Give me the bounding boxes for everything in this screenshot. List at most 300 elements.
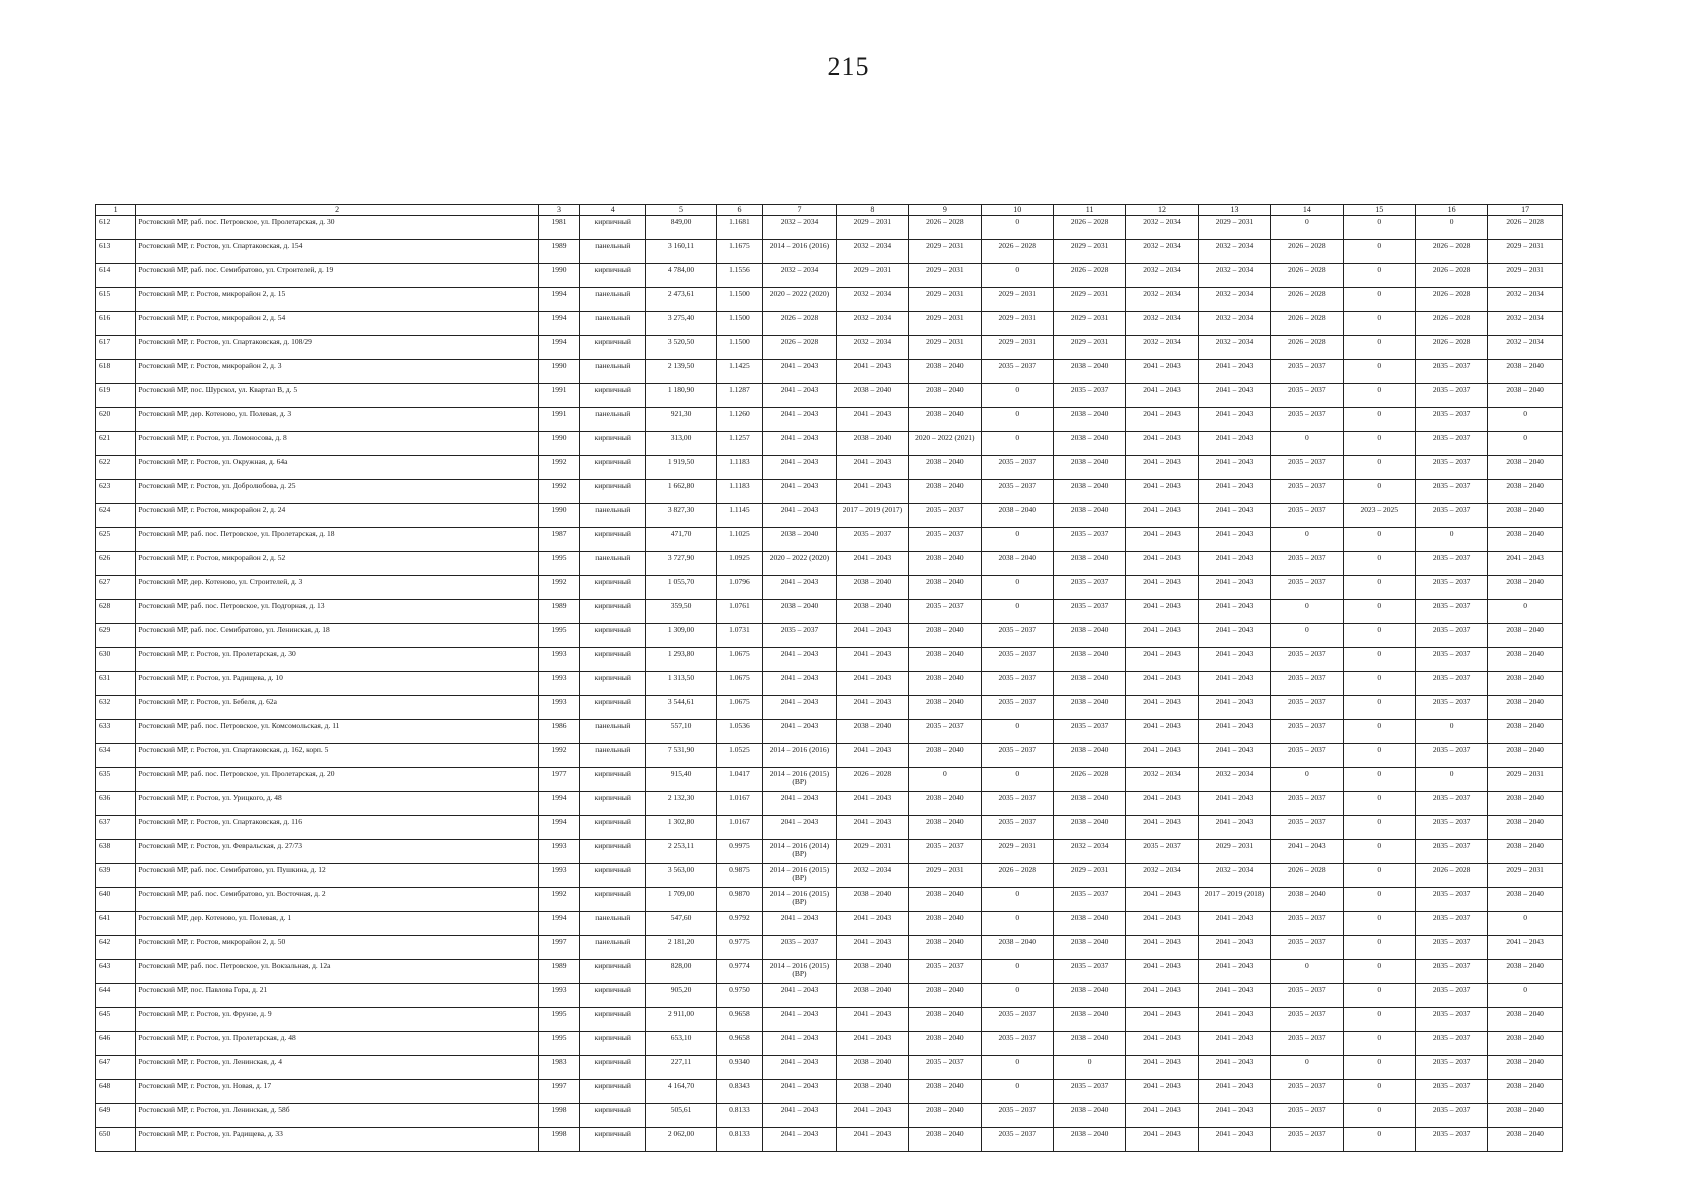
table-cell: 0	[981, 264, 1053, 288]
table-cell: 2032 – 2034	[1126, 288, 1198, 312]
table-cell: 2035 – 2037	[763, 936, 836, 960]
table-cell: 2032 – 2034	[1488, 336, 1563, 360]
table-cell: 2038 – 2040	[1053, 1104, 1125, 1128]
building-address: Ростовский МР, г. Ростов, ул. Спартаковская, д. 116	[136, 816, 538, 840]
table-cell: 1 919,50	[646, 456, 716, 480]
table-cell: 1991	[538, 384, 579, 408]
building-address: Ростовский МР, г. Ростов, ул. Спартаковская, д. 162, корп. 5	[136, 744, 538, 768]
table-cell: 2026 – 2028	[836, 768, 908, 792]
table-cell: 2041 – 2043	[1126, 912, 1198, 936]
building-address: Ростовский МР, г. Ростов, ул. Спартаковская, д. 154	[136, 240, 538, 264]
table-cell: 1994	[538, 912, 579, 936]
table-cell: кирпичный	[580, 384, 646, 408]
table-cell: 0	[1343, 600, 1415, 624]
table-cell: панельный	[580, 744, 646, 768]
table-cell: 1.1025	[716, 528, 763, 552]
column-number: 5	[646, 205, 716, 216]
table-cell: 2041 – 2043	[1198, 912, 1270, 936]
table-cell: кирпичный	[580, 696, 646, 720]
table-cell: кирпичный	[580, 456, 646, 480]
table-cell: панельный	[580, 312, 646, 336]
table-cell: 2032 – 2034	[836, 288, 908, 312]
row-number: 639	[96, 864, 136, 888]
table-cell: 2038 – 2040	[1488, 1104, 1563, 1128]
table-cell: 2041 – 2043	[1198, 504, 1270, 528]
table-cell: 2038 – 2040	[1053, 504, 1125, 528]
table-cell: 2038 – 2040	[981, 552, 1053, 576]
table-cell: 1995	[538, 1008, 579, 1032]
table-cell: 0.9340	[716, 1056, 763, 1080]
row-number: 637	[96, 816, 136, 840]
table-cell: 0	[1271, 624, 1343, 648]
table-cell: 2041 – 2043	[836, 816, 908, 840]
table-cell: 2035 – 2037	[1415, 360, 1487, 384]
table-cell: 2041 – 2043	[836, 744, 908, 768]
table-cell: кирпичный	[580, 432, 646, 456]
table-cell: 2041 – 2043	[1198, 480, 1270, 504]
table-cell: 2035 – 2037	[981, 744, 1053, 768]
table-cell: 0	[1271, 600, 1343, 624]
table-cell: 2035 – 2037	[909, 840, 981, 864]
table-cell: 828,00	[646, 960, 716, 984]
table-cell: 2035 – 2037	[1271, 816, 1343, 840]
table-row	[96, 840, 1563, 864]
table-cell: 1.1287	[716, 384, 763, 408]
table-cell: 7 531,90	[646, 744, 716, 768]
table-cell: 2041 – 2043	[1198, 792, 1270, 816]
table-cell: 0	[1343, 216, 1415, 240]
table-row	[96, 576, 1563, 600]
building-address: Ростовский МР, г. Ростов, ул. Радищева, д. 10	[136, 672, 538, 696]
table-cell: 0	[1488, 408, 1563, 432]
table-cell: 1 180,90	[646, 384, 716, 408]
table-cell: 2041 – 2043	[763, 432, 836, 456]
table-cell: 2041 – 2043	[1198, 552, 1270, 576]
table-cell: 2035 – 2037	[1415, 648, 1487, 672]
table-cell: 2041 – 2043	[763, 1080, 836, 1104]
row-number: 617	[96, 336, 136, 360]
table-cell: 1986	[538, 720, 579, 744]
row-number: 643	[96, 960, 136, 984]
table-cell: 2038 – 2040	[1488, 816, 1563, 840]
table-cell: 2032 – 2034	[836, 240, 908, 264]
table-cell: 2041 – 2043	[763, 984, 836, 1008]
table-cell: 1992	[538, 480, 579, 504]
table-cell: 2041 – 2043	[763, 1128, 836, 1152]
table-cell: 1 302,80	[646, 816, 716, 840]
table-cell: 2032 – 2034	[1126, 240, 1198, 264]
table-cell: 2029 – 2031	[1198, 216, 1270, 240]
table-cell: 313,00	[646, 432, 716, 456]
table-row	[96, 288, 1563, 312]
table-cell: 1.0675	[716, 648, 763, 672]
table-cell: 2041 – 2043	[763, 576, 836, 600]
table-cell: 471,70	[646, 528, 716, 552]
table-cell: 2032 – 2034	[836, 336, 908, 360]
building-address: Ростовский МР, раб. пос. Петровское, ул. Пролетарская, д. 18	[136, 528, 538, 552]
table-cell: 1990	[538, 504, 579, 528]
row-number: 649	[96, 1104, 136, 1128]
table-cell: 2 062,00	[646, 1128, 716, 1152]
table-cell: 1.0675	[716, 672, 763, 696]
table-cell: 2038 – 2040	[909, 384, 981, 408]
table-cell: 2041 – 2043	[1126, 480, 1198, 504]
table-row	[96, 816, 1563, 840]
table-cell: 0	[981, 408, 1053, 432]
table-cell: 2035 – 2037	[1053, 720, 1125, 744]
table-cell: 2029 – 2031	[1053, 336, 1125, 360]
table-cell: 2035 – 2037	[981, 360, 1053, 384]
table-row	[96, 768, 1563, 792]
table-cell: 2041 – 2043	[836, 1008, 908, 1032]
table-cell: 0	[1343, 432, 1415, 456]
table-row	[96, 408, 1563, 432]
table-cell: кирпичный	[580, 672, 646, 696]
building-address: Ростовский МР, дер. Котеново, ул. Полевая, д. 3	[136, 408, 538, 432]
table-row	[96, 528, 1563, 552]
table-row	[96, 1056, 1563, 1080]
table-cell: 2035 – 2037	[1415, 408, 1487, 432]
table-cell: 2035 – 2037	[909, 504, 981, 528]
table-row	[96, 792, 1563, 816]
table-cell: 2038 – 2040	[1053, 648, 1125, 672]
table-cell: 1990	[538, 264, 579, 288]
table-cell: 2041 – 2043	[763, 1032, 836, 1056]
table-cell: 2029 – 2031	[909, 240, 981, 264]
table-cell: 2038 – 2040	[909, 648, 981, 672]
table-cell: 2035 – 2037	[1415, 600, 1487, 624]
table-row	[96, 216, 1563, 240]
table-cell: 0	[1343, 312, 1415, 336]
table-cell: 2023 – 2025	[1343, 504, 1415, 528]
building-address: Ростовский МР, раб. пос. Семибратово, ул. Восточная, д. 2	[136, 888, 538, 912]
row-number: 626	[96, 552, 136, 576]
table-cell: 2035 – 2037	[1415, 960, 1487, 984]
table-cell: 2017 – 2019 (2017)	[836, 504, 908, 528]
table-cell: 2038 – 2040	[981, 504, 1053, 528]
table-cell: 2029 – 2031	[909, 264, 981, 288]
table-cell: 2026 – 2028	[1488, 216, 1563, 240]
table-cell: 2020 – 2022 (2021)	[909, 432, 981, 456]
table-cell: 1992	[538, 744, 579, 768]
table-cell: 2038 – 2040	[909, 912, 981, 936]
table-cell: 2038 – 2040	[763, 528, 836, 552]
row-number: 628	[96, 600, 136, 624]
table-cell: 1.1681	[716, 216, 763, 240]
table-cell: 2035 – 2037	[1053, 528, 1125, 552]
table-cell: 2035 – 2037	[909, 528, 981, 552]
table-cell: 0.9975	[716, 840, 763, 864]
table-cell: 2026 – 2028	[1415, 288, 1487, 312]
table-row	[96, 912, 1563, 936]
table-cell: 2041 – 2043	[1126, 984, 1198, 1008]
table-cell: 1992	[538, 576, 579, 600]
row-number: 640	[96, 888, 136, 912]
table-cell: 2041 – 2043	[763, 1008, 836, 1032]
table-cell: 2035 – 2037	[909, 600, 981, 624]
table-cell: 2038 – 2040	[836, 432, 908, 456]
table-cell: 2041 – 2043	[1126, 696, 1198, 720]
table-cell: 0	[1343, 696, 1415, 720]
table-cell: 2035 – 2037	[1271, 984, 1343, 1008]
table-row	[96, 744, 1563, 768]
row-number: 631	[96, 672, 136, 696]
table-cell: 2026 – 2028	[763, 312, 836, 336]
table-cell: 2035 – 2037	[763, 624, 836, 648]
table-cell: 2038 – 2040	[1053, 912, 1125, 936]
row-number: 615	[96, 288, 136, 312]
row-number: 641	[96, 912, 136, 936]
table-row	[96, 312, 1563, 336]
table-row	[96, 552, 1563, 576]
row-number: 647	[96, 1056, 136, 1080]
table-cell: 1997	[538, 936, 579, 960]
table-cell: 2041 – 2043	[1126, 744, 1198, 768]
table-cell: 2041 – 2043	[1198, 648, 1270, 672]
table-cell: 2041 – 2043	[1488, 936, 1563, 960]
table-cell: 2035 – 2037	[1271, 1080, 1343, 1104]
table-cell: 1989	[538, 240, 579, 264]
table-cell: 2035 – 2037	[1415, 888, 1487, 912]
table-cell: 0	[1343, 936, 1415, 960]
column-number: 7	[763, 205, 836, 216]
table-cell: кирпичный	[580, 1032, 646, 1056]
table-cell: 2035 – 2037	[1415, 1056, 1487, 1080]
table-cell: 905,20	[646, 984, 716, 1008]
table-cell: 2038 – 2040	[1488, 576, 1563, 600]
table-cell: 2032 – 2034	[1126, 336, 1198, 360]
table-cell: 1998	[538, 1104, 579, 1128]
table-cell: 0	[1488, 432, 1563, 456]
building-address: Ростовский МР, раб. пос. Петровское, ул. Пролетарская, д. 30	[136, 216, 538, 240]
table-cell: 2035 – 2037	[1271, 480, 1343, 504]
table-cell: 2041 – 2043	[1126, 528, 1198, 552]
table-cell: 0	[1343, 960, 1415, 984]
table-cell: 0.9658	[716, 1008, 763, 1032]
table-row	[96, 1104, 1563, 1128]
table-cell: 0	[1343, 480, 1415, 504]
table-cell: 1 055,70	[646, 576, 716, 600]
table-cell: 2035 – 2037	[1053, 576, 1125, 600]
table-cell: 1983	[538, 1056, 579, 1080]
table-cell: 2026 – 2028	[1271, 240, 1343, 264]
building-address: Ростовский МР, г. Ростов, ул. Фрунзе, д. 9	[136, 1008, 538, 1032]
table-cell: 1.0536	[716, 720, 763, 744]
table-cell: 2035 – 2037	[981, 480, 1053, 504]
table-cell: 2029 – 2031	[836, 840, 908, 864]
table-cell: 2038 – 2040	[909, 576, 981, 600]
table-cell: 1.1183	[716, 480, 763, 504]
table-cell: 0	[981, 528, 1053, 552]
table-cell: 2035 – 2037	[1415, 672, 1487, 696]
table-cell: 1.1260	[716, 408, 763, 432]
table-cell: 0	[1343, 408, 1415, 432]
table-cell: 2038 – 2040	[909, 792, 981, 816]
table-cell: 2035 – 2037	[1271, 576, 1343, 600]
table-cell: 2041 – 2043	[1198, 696, 1270, 720]
table-cell: 2 132,30	[646, 792, 716, 816]
table-cell: 2038 – 2040	[836, 960, 908, 984]
row-number: 629	[96, 624, 136, 648]
table-cell: кирпичный	[580, 816, 646, 840]
table-cell: 0	[1343, 336, 1415, 360]
table-cell: 2035 – 2037	[1415, 624, 1487, 648]
table-cell: 1994	[538, 312, 579, 336]
table-cell: 2035 – 2037	[1271, 744, 1343, 768]
table-cell: 0	[1271, 216, 1343, 240]
table-cell: кирпичный	[580, 624, 646, 648]
building-address: Ростовский МР, г. Ростов, ул. Спартаковская, д. 108/29	[136, 336, 538, 360]
table-cell: 2035 – 2037	[1271, 1128, 1343, 1152]
table-cell: 2029 – 2031	[1053, 864, 1125, 888]
table-cell: 2035 – 2037	[1053, 384, 1125, 408]
table-cell: 2035 – 2037	[1126, 840, 1198, 864]
table-row	[96, 648, 1563, 672]
table-cell: 2041 – 2043	[836, 480, 908, 504]
table-cell: 0	[1343, 840, 1415, 864]
table-cell: 2041 – 2043	[1198, 384, 1270, 408]
table-cell: 0.9775	[716, 936, 763, 960]
table-row	[96, 264, 1563, 288]
building-address: Ростовский МР, г. Ростов, микрорайон 2, д. 54	[136, 312, 538, 336]
table-cell: 2 181,20	[646, 936, 716, 960]
table-cell: 2026 – 2028	[981, 864, 1053, 888]
column-number: 8	[836, 205, 908, 216]
column-number-row	[96, 205, 1563, 216]
table-cell: 2041 – 2043	[763, 360, 836, 384]
table-row	[96, 1008, 1563, 1032]
row-number: 623	[96, 480, 136, 504]
column-number: 6	[716, 205, 763, 216]
table-cell: 2035 – 2037	[1053, 960, 1125, 984]
table-cell: 1977	[538, 768, 579, 792]
table-cell: 2041 – 2043	[1126, 1008, 1198, 1032]
table-cell: 2041 – 2043	[836, 1032, 908, 1056]
table-cell: панельный	[580, 912, 646, 936]
table-cell: 1990	[538, 432, 579, 456]
table-cell: 2038 – 2040	[1053, 480, 1125, 504]
table-cell: 2026 – 2028	[1271, 264, 1343, 288]
table-cell: 2041 – 2043	[1126, 672, 1198, 696]
table-cell: 2041 – 2043	[1126, 648, 1198, 672]
table-cell: 2035 – 2037	[1053, 1080, 1125, 1104]
table-cell: 2041 – 2043	[1198, 1032, 1270, 1056]
table-cell: 0	[1343, 288, 1415, 312]
column-number: 14	[1271, 205, 1343, 216]
row-number: 645	[96, 1008, 136, 1032]
table-cell: 2041 – 2043	[1126, 1080, 1198, 1104]
row-number: 642	[96, 936, 136, 960]
table-cell: 2026 – 2028	[1415, 312, 1487, 336]
table-cell: 2035 – 2037	[981, 1128, 1053, 1152]
table-cell: 1.1257	[716, 432, 763, 456]
table-cell: 2041 – 2043	[836, 648, 908, 672]
table-cell: 2041 – 2043	[1126, 408, 1198, 432]
table-cell: 2029 – 2031	[981, 840, 1053, 864]
table-cell: 2032 – 2034	[1198, 288, 1270, 312]
table-cell: 2029 – 2031	[1053, 312, 1125, 336]
table-cell: 0	[981, 984, 1053, 1008]
table-cell: 2038 – 2040	[909, 480, 981, 504]
table-cell: 0.8343	[716, 1080, 763, 1104]
row-number: 650	[96, 1128, 136, 1152]
table-cell: 1994	[538, 816, 579, 840]
table-cell: 2041 – 2043	[836, 912, 908, 936]
building-address: Ростовский МР, раб. пос. Семибратово, ул. Ленинская, д. 18	[136, 624, 538, 648]
table-cell: 2035 – 2037	[1053, 600, 1125, 624]
table-cell: 2035 – 2037	[1271, 648, 1343, 672]
table-cell: 2041 – 2043	[1126, 792, 1198, 816]
table-cell: 0	[1271, 768, 1343, 792]
table-cell: 2035 – 2037	[1415, 480, 1487, 504]
table-cell: 0	[909, 768, 981, 792]
table-cell: 227,11	[646, 1056, 716, 1080]
table-cell: 1993	[538, 864, 579, 888]
building-address: Ростовский МР, г. Ростов, ул. Пролетарская, д. 30	[136, 648, 538, 672]
table-cell: 2038 – 2040	[1271, 888, 1343, 912]
table-cell: 2032 – 2034	[1053, 840, 1125, 864]
table-cell: 2014 – 2016 (2014) (ВР)	[763, 840, 836, 864]
table-cell: 1 313,50	[646, 672, 716, 696]
table-cell: 2029 – 2031	[836, 216, 908, 240]
table-cell: 2041 – 2043	[1126, 1128, 1198, 1152]
table-cell: 1.1675	[716, 240, 763, 264]
row-number: 616	[96, 312, 136, 336]
table-cell: 2038 – 2040	[1488, 1080, 1563, 1104]
table-cell: 2038 – 2040	[836, 384, 908, 408]
table-row	[96, 336, 1563, 360]
table-cell: 1992	[538, 456, 579, 480]
table-cell: 2035 – 2037	[981, 456, 1053, 480]
table-cell: 0	[1343, 624, 1415, 648]
table-cell: 1.0925	[716, 552, 763, 576]
table-cell: 2041 – 2043	[1126, 1104, 1198, 1128]
column-number: 4	[580, 205, 646, 216]
table-cell: 2038 – 2040	[836, 576, 908, 600]
table-cell: кирпичный	[580, 216, 646, 240]
table-cell: 2041 – 2043	[836, 552, 908, 576]
table-row	[96, 1032, 1563, 1056]
table-cell: 2041 – 2043	[1126, 816, 1198, 840]
table-cell: 0	[1343, 576, 1415, 600]
table-row	[96, 384, 1563, 408]
table-cell: 2038 – 2040	[1053, 1032, 1125, 1056]
table-cell: 2038 – 2040	[909, 672, 981, 696]
table-cell: 2026 – 2028	[1415, 864, 1487, 888]
table-cell: 921,30	[646, 408, 716, 432]
table-cell: 4 784,00	[646, 264, 716, 288]
building-address: Ростовский МР, г. Ростов, микрорайон 2, д. 15	[136, 288, 538, 312]
row-number: 634	[96, 744, 136, 768]
table-cell: кирпичный	[580, 888, 646, 912]
table-cell: панельный	[580, 552, 646, 576]
building-address: Ростовский МР, дер. Котеново, ул. Строителей, д. 3	[136, 576, 538, 600]
table-cell: 0.8133	[716, 1128, 763, 1152]
table-cell: 2032 – 2034	[836, 312, 908, 336]
table-cell: 2041 – 2043	[836, 672, 908, 696]
table-cell: кирпичный	[580, 480, 646, 504]
table-row	[96, 984, 1563, 1008]
table-cell: 2 139,50	[646, 360, 716, 384]
table-cell: 1.0796	[716, 576, 763, 600]
table-cell: 2032 – 2034	[836, 864, 908, 888]
table-cell: 2035 – 2037	[1271, 1104, 1343, 1128]
table-cell: 2035 – 2037	[1271, 456, 1343, 480]
table-cell: 2035 – 2037	[1415, 1104, 1487, 1128]
table-cell: 3 275,40	[646, 312, 716, 336]
table-cell: 2035 – 2037	[981, 624, 1053, 648]
table-cell: 2038 – 2040	[836, 1056, 908, 1080]
